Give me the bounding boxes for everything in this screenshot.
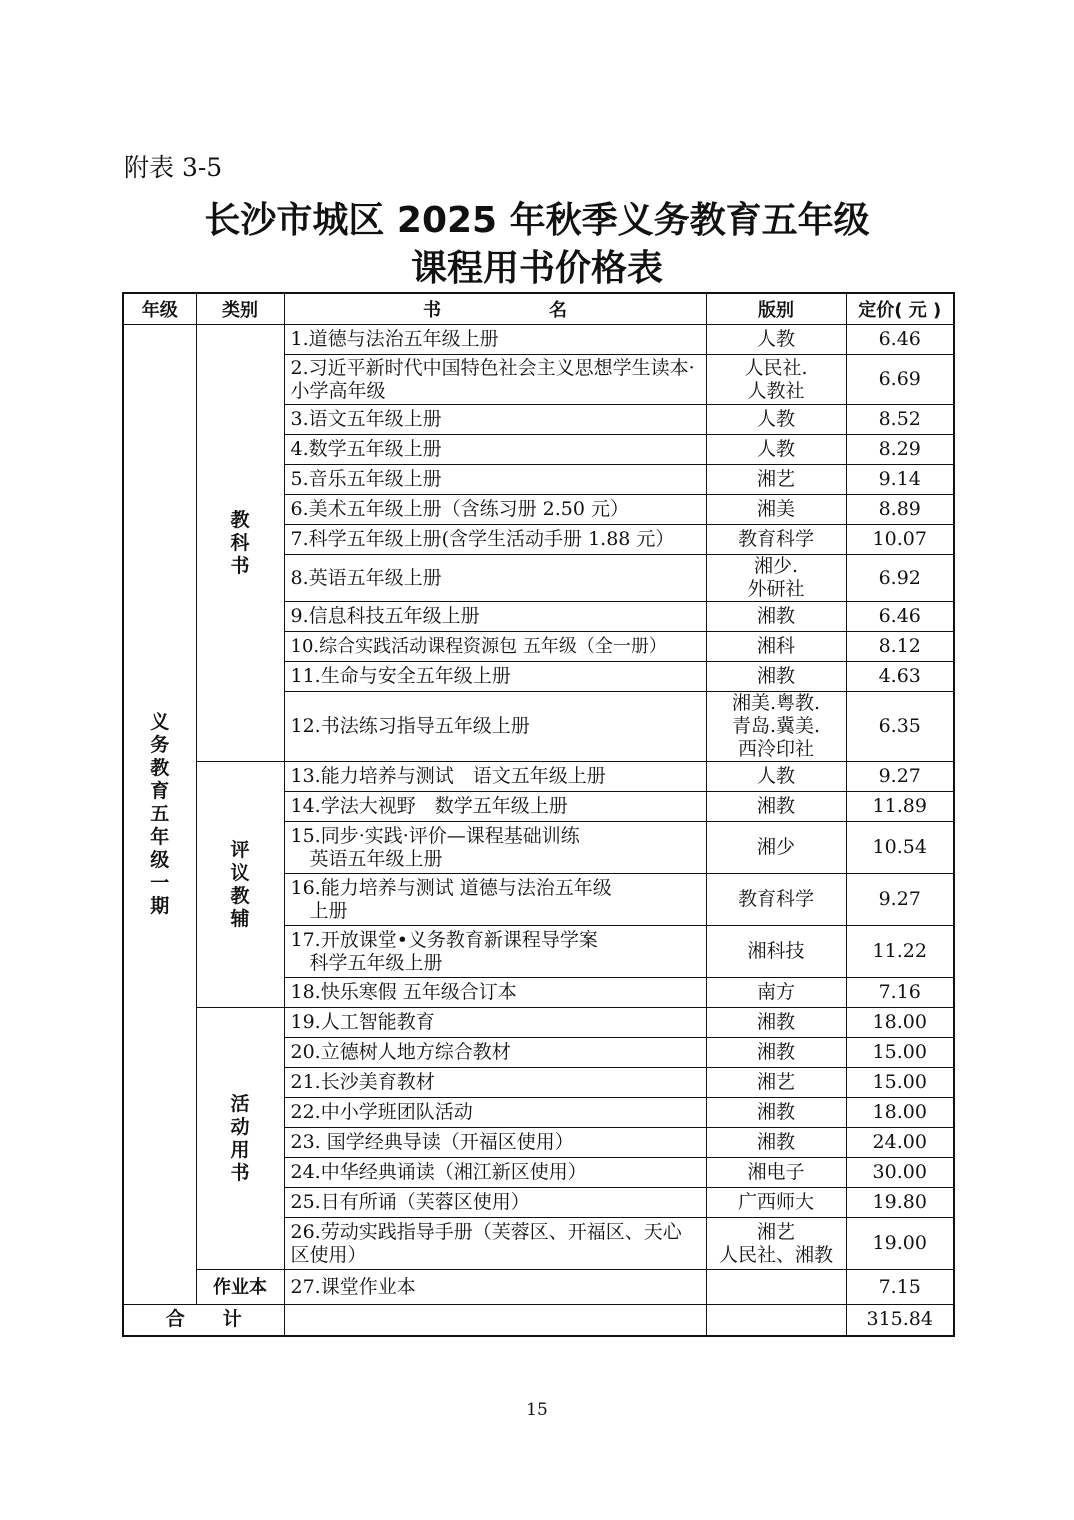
book-edition: 湘少. 外研社 — [706, 555, 846, 602]
book-price: 9.27 — [846, 874, 954, 926]
book-name: 20.立德树人地方综合教材 — [284, 1038, 706, 1068]
book-price: 6.46 — [846, 325, 954, 355]
book-edition: 人教 — [706, 435, 846, 465]
book-name: 1.道德与法治五年级上册 — [284, 325, 706, 355]
book-name: 22.中小学班团队活动 — [284, 1098, 706, 1128]
page-title-line1: 长沙市城区 2025 年秋季义务教育五年级 — [204, 200, 870, 241]
book-name: 15.同步·实践·评价—课程基础训练 英语五年级上册 — [284, 822, 706, 874]
total-empty-name — [284, 1305, 706, 1336]
book-name: 16.能力培养与测试 道德与法治五年级 上册 — [284, 874, 706, 926]
book-name: 21.长沙美育教材 — [284, 1068, 706, 1098]
book-name: 6.美术五年级上册（含练习册 2.50 元） — [284, 495, 706, 525]
book-price: 7.15 — [846, 1270, 954, 1305]
book-name: 4.数学五年级上册 — [284, 435, 706, 465]
book-name: 3.语文五年级上册 — [284, 405, 706, 435]
book-price: 8.52 — [846, 405, 954, 435]
book-price: 11.22 — [846, 926, 954, 978]
total-price: 315.84 — [846, 1305, 954, 1336]
book-name: 12.书法练习指导五年级上册 — [284, 692, 706, 762]
book-edition: 湘科 — [706, 632, 846, 662]
category-activity — [196, 1008, 284, 1270]
book-name: 18.快乐寒假 五年级合订本 — [284, 978, 706, 1008]
book-edition: 湘艺 — [706, 1068, 846, 1098]
category-textbook-label: 教 科 书 — [230, 508, 250, 577]
book-edition: 湘教 — [706, 1128, 846, 1158]
table-header-row — [123, 293, 954, 325]
book-price: 6.46 — [846, 602, 954, 632]
book-name: 10.综合实践活动课程资源包 五年级（全一册） — [284, 632, 706, 662]
category-textbook — [196, 325, 284, 762]
book-edition: 湘教 — [706, 792, 846, 822]
total-label: 合 计 — [123, 1305, 284, 1336]
header-grade: 年级 — [123, 293, 196, 325]
book-edition: 人教 — [706, 762, 846, 792]
book-price: 15.00 — [846, 1068, 954, 1098]
book-edition: 教育科学 — [706, 525, 846, 555]
book-edition: 湘教 — [706, 1008, 846, 1038]
book-price: 24.00 — [846, 1128, 954, 1158]
book-name: 5.音乐五年级上册 — [284, 465, 706, 495]
book-name: 26.劳动实践指导手册（芙蓉区、开福区、天心区使用） — [284, 1218, 706, 1270]
book-price: 6.92 — [846, 555, 954, 602]
book-price: 6.35 — [846, 692, 954, 762]
book-name: 17.开放课堂•义务教育新课程导学案 科学五年级上册 — [284, 926, 706, 978]
table-row — [123, 325, 954, 355]
header-category: 类别 — [196, 293, 284, 325]
book-price: 8.29 — [846, 435, 954, 465]
book-name: 11.生命与安全五年级上册 — [284, 662, 706, 692]
category-review — [196, 762, 284, 1008]
total-empty-edition — [706, 1305, 846, 1336]
category-activity-label: 活 动 用 书 — [230, 1092, 250, 1184]
book-price: 10.54 — [846, 822, 954, 874]
book-edition: 湘教 — [706, 1098, 846, 1128]
book-price: 10.07 — [846, 525, 954, 555]
page-title-line2: 课程用书价格表 — [410, 248, 663, 289]
book-edition: 人民社. 人教社 — [706, 355, 846, 405]
book-price: 19.80 — [846, 1188, 954, 1218]
book-edition: 湘少 — [706, 822, 846, 874]
book-price: 6.69 — [846, 355, 954, 405]
book-price: 18.00 — [846, 1098, 954, 1128]
book-edition: 湘艺 — [706, 465, 846, 495]
book-name: 23. 国学经典导读（开福区使用） — [284, 1128, 706, 1158]
book-price: 19.00 — [846, 1218, 954, 1270]
table-row — [123, 1270, 954, 1305]
book-edition: 人教 — [706, 325, 846, 355]
book-price: 4.63 — [846, 662, 954, 692]
category-homework: 作业本 — [196, 1270, 284, 1305]
book-name: 9.信息科技五年级上册 — [284, 602, 706, 632]
book-name: 27.课堂作业本 — [284, 1270, 706, 1305]
book-price: 8.89 — [846, 495, 954, 525]
book-price: 7.16 — [846, 978, 954, 1008]
book-name: 2.习近平新时代中国特色社会主义思想学生读本·小学高年级 — [284, 355, 706, 405]
header-edition: 版别 — [706, 293, 846, 325]
book-edition: 湘教 — [706, 662, 846, 692]
grade-cell — [123, 325, 196, 1305]
book-edition: 湘美 — [706, 495, 846, 525]
book-price: 9.14 — [846, 465, 954, 495]
book-edition: 湘美.粤教. 青岛.冀美. 西泠印社 — [706, 692, 846, 762]
book-edition: 南方 — [706, 978, 846, 1008]
book-edition: 人教 — [706, 405, 846, 435]
book-name: 14.学法大视野 数学五年级上册 — [284, 792, 706, 822]
book-edition: 湘科技 — [706, 926, 846, 978]
page-number: 15 — [526, 1400, 548, 1420]
book-edition: 湘电子 — [706, 1158, 846, 1188]
book-name: 13.能力培养与测试 语文五年级上册 — [284, 762, 706, 792]
total-row — [123, 1305, 954, 1336]
book-name: 7.科学五年级上册(含学生活动手册 1.88 元） — [284, 525, 706, 555]
price-table — [122, 292, 955, 1337]
table-row — [123, 1008, 954, 1038]
grade-label: 义 务 教 育 五 年 级 一 期 — [150, 711, 170, 917]
book-edition: 广西师大 — [706, 1188, 846, 1218]
book-price: 30.00 — [846, 1158, 954, 1188]
appendix-label: 附表 3-5 — [124, 153, 223, 182]
book-price: 15.00 — [846, 1038, 954, 1068]
book-price: 11.89 — [846, 792, 954, 822]
book-price: 8.12 — [846, 632, 954, 662]
book-name: 8.英语五年级上册 — [284, 555, 706, 602]
book-edition — [706, 1270, 846, 1305]
book-edition: 湘教 — [706, 602, 846, 632]
book-name: 25.日有所诵（芙蓉区使用） — [284, 1188, 706, 1218]
table-row — [123, 762, 954, 792]
book-price: 18.00 — [846, 1008, 954, 1038]
category-review-label: 评 议 教 辅 — [230, 838, 250, 930]
book-edition: 湘教 — [706, 1038, 846, 1068]
header-book-name: 书 名 — [284, 293, 706, 325]
book-name: 19.人工智能教育 — [284, 1008, 706, 1038]
book-edition: 教育科学 — [706, 874, 846, 926]
book-price: 9.27 — [846, 762, 954, 792]
book-name: 24.中华经典诵读（湘江新区使用） — [284, 1158, 706, 1188]
book-edition: 湘艺 人民社、湘教 — [706, 1218, 846, 1270]
header-price: 定价( 元 ) — [846, 293, 954, 325]
